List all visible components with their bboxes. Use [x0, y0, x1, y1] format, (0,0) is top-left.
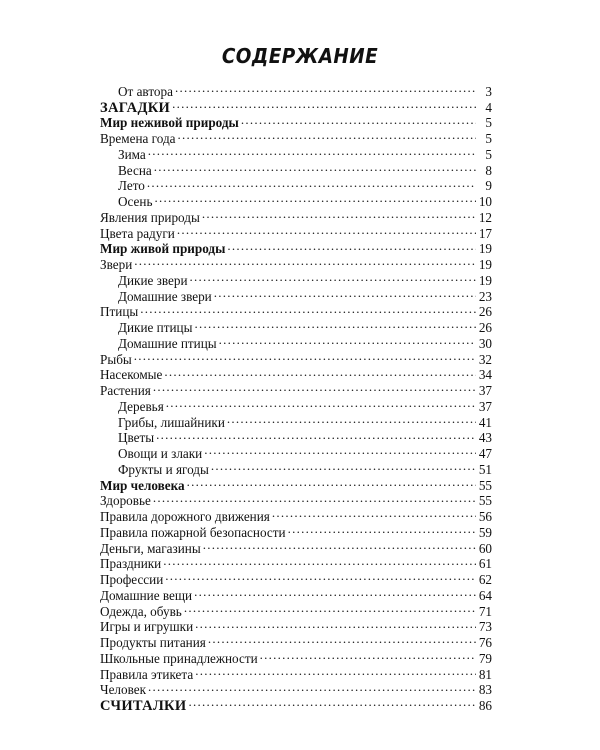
toc-entry-label: Цветы	[118, 430, 155, 446]
toc-leader-dots	[153, 490, 476, 506]
toc-leader-dots	[147, 175, 476, 191]
toc-entry-label: Здоровье	[100, 493, 151, 509]
toc-entry-label: Школьные принадлежности	[100, 650, 258, 666]
toc-leader-dots	[163, 553, 476, 569]
toc-entry-page-number: 76	[478, 635, 492, 650]
toc-entry-label: Домашние вещи	[100, 587, 193, 603]
toc-entry-page-number: 5	[485, 146, 492, 162]
page-title: СОДЕРЖАНИЕ	[221, 44, 379, 68]
toc-entry-page-number: 10	[478, 194, 492, 209]
toc-entry-page-number: 4	[485, 99, 492, 115]
toc-entry-page-number: 41	[478, 414, 492, 430]
toc-entry	[100, 301, 492, 320]
toc-entry-label: Мир человека	[100, 477, 185, 493]
toc-entry-page-number: 37	[478, 383, 492, 398]
toc-entry-page-number: 73	[478, 619, 492, 635]
toc-entry-label: Игры и игрушки	[100, 619, 194, 635]
toc-entry-label: Явления природы	[100, 209, 200, 225]
toc-leader-dots	[188, 694, 476, 710]
toc-entry-label: СЧИТАЛКИ	[100, 698, 187, 714]
toc-leader-dots	[203, 537, 476, 553]
toc-leader-dots	[166, 395, 476, 411]
toc-entry	[100, 364, 492, 383]
toc-entry-page-number: 56	[478, 509, 492, 524]
toc-leader-dots	[154, 190, 476, 206]
toc-entry	[100, 190, 492, 209]
toc-entry-label: Одежда, обувь	[100, 603, 182, 619]
toc-entry-label: Птицы	[100, 304, 139, 320]
toc-entry-label: Насекомые	[100, 367, 163, 383]
toc-leader-dots	[156, 427, 476, 443]
toc-leader-dots	[175, 80, 476, 96]
toc-entry-page-number: 3	[485, 83, 492, 99]
toc-entry-page-number: 5	[485, 131, 492, 146]
toc-leader-dots	[165, 568, 476, 584]
toc-leader-dots	[194, 584, 476, 600]
toc-entry	[100, 490, 492, 509]
toc-entry-label: Домашние звери	[118, 288, 212, 304]
toc-entry-page-number: 60	[478, 540, 492, 556]
toc-leader-dots	[134, 348, 476, 364]
toc-leader-dots	[241, 112, 476, 128]
toc-entry	[100, 427, 492, 446]
toc-entry-page-number: 5	[485, 115, 492, 131]
toc-entry-label: Правила этикета	[100, 666, 194, 682]
toc-entry-label: Мир неживой природы	[100, 115, 239, 131]
toc-entry	[100, 505, 492, 524]
toc-leader-dots	[172, 96, 476, 112]
toc-entry-label: Цвета радуги	[100, 225, 175, 241]
toc-leader-dots	[219, 332, 476, 348]
toc-entry-label: Грибы, лишайники	[118, 414, 225, 430]
toc-leader-dots	[148, 679, 476, 695]
toc-entry-label: Времена года	[100, 131, 176, 146]
toc-leader-dots	[272, 505, 476, 521]
toc-leader-dots	[194, 316, 476, 332]
toc-entry	[100, 80, 492, 99]
toc-entry	[100, 316, 492, 335]
toc-entry	[100, 348, 492, 367]
toc-entry-label: Продукты питания	[100, 635, 206, 650]
toc-leader-dots	[214, 285, 476, 301]
toc-entry-label: Осень	[118, 194, 153, 209]
toc-entry-label: Правила дорожного движения	[100, 509, 270, 524]
toc-entry-page-number: 47	[478, 446, 492, 461]
toc-entry-page-number: 71	[478, 603, 492, 619]
toc-entry-page-number: 51	[478, 461, 492, 477]
toc-entry-label: Домашние птицы	[118, 335, 217, 351]
toc-entry-label: Рыбы	[100, 351, 132, 367]
toc-entry	[100, 442, 492, 461]
toc-entry-label: Лето	[118, 178, 145, 194]
toc-entry-page-number: 32	[478, 351, 492, 367]
toc-entry-label: Мир живой природы	[100, 241, 226, 257]
toc-entry-label: Правила пожарной безопасности	[100, 524, 286, 540]
toc-entry-label: Весна	[118, 162, 152, 178]
toc-entry-label: Деревья	[118, 398, 164, 414]
toc-entry	[100, 143, 492, 162]
toc-leader-dots	[190, 269, 476, 285]
toc-entry-page-number: 83	[478, 682, 492, 698]
toc-entry-label: Дикие птицы	[118, 320, 193, 335]
toc-entry	[100, 694, 492, 714]
toc-entry-page-number: 26	[478, 304, 492, 320]
toc-entry-page-number: 30	[478, 335, 492, 351]
toc-leader-dots	[260, 647, 476, 663]
toc-leader-dots	[195, 663, 476, 679]
toc-entry-page-number: 19	[478, 272, 492, 288]
toc-entry-page-number: 61	[478, 556, 492, 572]
toc-leader-dots	[211, 458, 476, 474]
toc-entry-page-number: 55	[478, 477, 492, 493]
toc-leader-dots	[195, 616, 476, 632]
toc-entry-page-number: 37	[478, 398, 492, 414]
toc-entry-page-number: 81	[478, 666, 492, 682]
toc-leader-dots	[153, 379, 476, 395]
toc-entry-page-number: 62	[478, 572, 492, 587]
toc-leader-dots	[227, 238, 476, 254]
toc-leader-dots	[148, 143, 476, 159]
toc-leader-dots	[178, 127, 476, 143]
toc-entry-label: Зима	[118, 146, 146, 162]
toc-entry-page-number: 8	[485, 162, 492, 178]
toc-entry	[100, 269, 492, 288]
toc-entry	[100, 379, 492, 398]
toc-leader-dots	[204, 442, 476, 458]
toc-entry-label: Фрукты и ягоды	[118, 461, 209, 477]
toc-entry-page-number: 55	[478, 493, 492, 509]
toc-entry-page-number: 79	[478, 650, 492, 666]
toc-entry	[100, 159, 492, 178]
toc-leader-dots	[134, 253, 476, 269]
toc-entry-page-number: 26	[478, 320, 492, 335]
table-of-contents	[100, 80, 492, 714]
toc-entry-page-number: 9	[485, 178, 492, 194]
toc-leader-dots	[227, 411, 476, 427]
toc-leader-dots	[184, 600, 476, 616]
toc-leader-dots	[208, 631, 476, 647]
toc-entry	[100, 679, 492, 698]
toc-entry-page-number: 34	[478, 367, 492, 383]
toc-entry-page-number: 86	[478, 698, 492, 713]
toc-entry-label: Профессии	[100, 572, 164, 587]
toc-entry-page-number: 43	[478, 430, 492, 446]
toc-leader-dots	[140, 301, 476, 317]
toc-leader-dots	[154, 159, 476, 175]
toc-entry-label: Растения	[100, 383, 151, 398]
toc-leader-dots	[164, 364, 476, 380]
toc-entry-page-number: 23	[478, 288, 492, 304]
toc-entry-label: Человек	[100, 682, 147, 698]
toc-entry-label: Овощи и злаки	[118, 446, 203, 461]
toc-entry-label: Праздники	[100, 556, 162, 572]
toc-entry	[100, 206, 492, 225]
toc-entry	[100, 175, 492, 194]
toc-entry-label: Деньги, магазины	[100, 540, 201, 556]
toc-entry-label: Звери	[100, 257, 133, 272]
toc-entry-page-number: 64	[478, 587, 492, 603]
toc-entry-page-number: 19	[478, 241, 492, 257]
toc-leader-dots	[288, 521, 476, 537]
toc-entry-page-number: 19	[478, 257, 492, 272]
toc-entry	[100, 395, 492, 414]
toc-entry-label: От автора	[118, 83, 173, 99]
toc-entry-label: ЗАГАДКИ	[100, 99, 171, 116]
toc-entry-page-number: 17	[478, 225, 492, 241]
toc-entry	[100, 253, 492, 272]
toc-entry-page-number: 59	[478, 524, 492, 540]
toc-entry-label: Дикие звери	[118, 272, 188, 288]
toc-leader-dots	[202, 206, 476, 222]
toc-leader-dots	[187, 474, 476, 490]
toc-leader-dots	[177, 222, 476, 238]
toc-entry-page-number: 12	[478, 209, 492, 225]
